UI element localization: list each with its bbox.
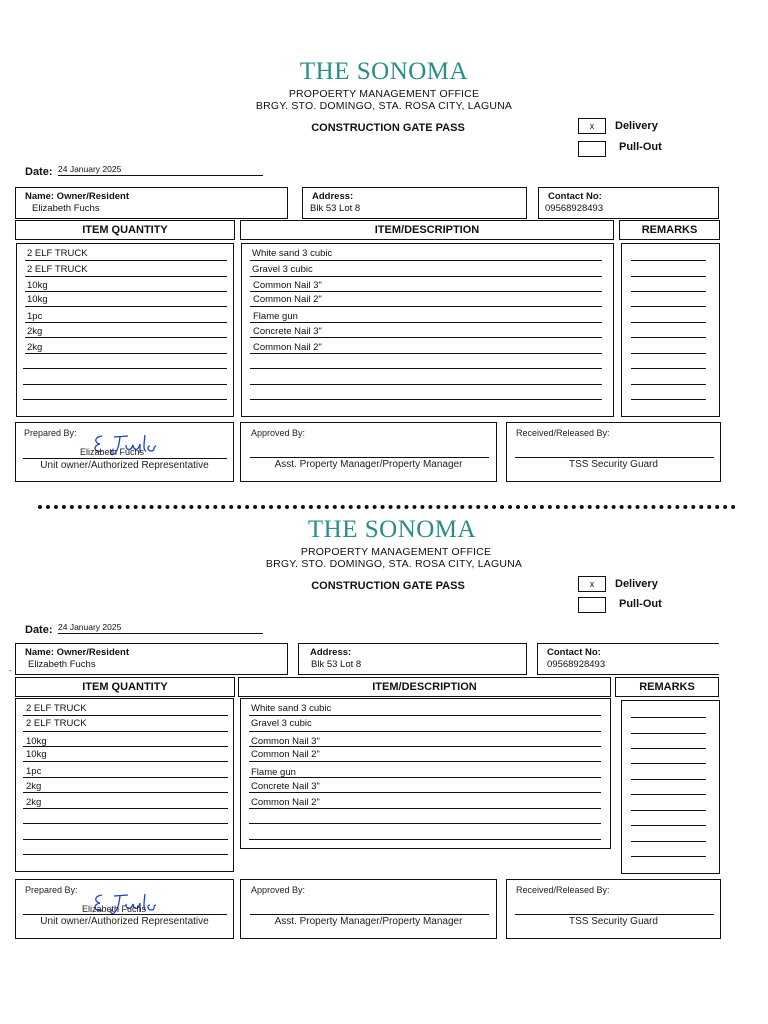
description-cell: Common Nail 2": [253, 342, 322, 353]
received-by-label: Received/Released By:: [516, 885, 610, 895]
row-line: [631, 717, 706, 718]
date-field[interactable]: 24 January 2025: [58, 164, 263, 176]
owner-label: Name: Owner/Resident: [25, 191, 129, 202]
gate-pass-copy: [0, 508, 768, 978]
row-line: [25, 306, 227, 307]
quantity-cell: 10kg: [26, 749, 47, 760]
address-field[interactable]: Blk 53 Lot 8: [311, 659, 362, 670]
quantity-cell: 2kg: [27, 326, 43, 337]
row-line: [25, 322, 227, 323]
row-line: [23, 854, 228, 855]
quantity-header-label: ITEM QUANTITY: [82, 681, 168, 693]
quantity-cell: 10kg: [27, 294, 48, 305]
address-label: Address:: [312, 191, 354, 202]
quantity-cell: 1pc: [26, 766, 42, 777]
logo: THE SONOMA: [299, 58, 469, 85]
delivery-label: Delivery: [615, 120, 658, 132]
approved-by-label: Approved By:: [251, 428, 306, 438]
description-cell: Common Nail 2": [253, 294, 322, 305]
row-line: [631, 763, 706, 764]
row-line: [631, 276, 706, 277]
row-line: [631, 841, 706, 842]
form-title: CONSTRUCTION GATE PASS: [311, 580, 465, 592]
quantity-column: [16, 243, 234, 417]
quantity-column: [15, 698, 234, 872]
row-line: [249, 746, 601, 747]
signature-line: [250, 914, 489, 915]
date-label: Date:: [25, 166, 53, 178]
row-line: [249, 715, 601, 716]
quantity-cell: 10kg: [26, 736, 47, 747]
signature-line: [515, 914, 714, 915]
approved-by-box: [240, 879, 497, 939]
approved-by-role: Asst. Property Manager/Property Manager: [274, 916, 463, 927]
row-line: [631, 748, 706, 749]
row-line: [250, 306, 602, 307]
prepared-by-role: Unit owner/Authorized Representative: [40, 460, 209, 471]
description-column: [240, 698, 611, 849]
contact-box: [538, 187, 719, 219]
row-line: [250, 276, 602, 277]
row-line: [631, 337, 706, 338]
office-address: BRGY. STO. DOMINGO, STA. ROSA CITY, LAGUNA: [255, 100, 513, 112]
row-line: [249, 792, 601, 793]
office-address: BRGY. STO. DOMINGO, STA. ROSA CITY, LAGUNA: [265, 558, 523, 570]
remarks-column: [621, 243, 720, 417]
address-field[interactable]: Blk 53 Lot 8: [310, 203, 361, 214]
quantity-header: [15, 677, 235, 697]
row-line: [23, 399, 227, 400]
row-line: [23, 839, 228, 840]
row-line: [631, 260, 706, 261]
row-line: [249, 731, 601, 732]
prepared-by-label: Prepared By:: [24, 428, 77, 438]
description-cell: Gravel 3 cubic: [251, 718, 312, 729]
description-header: [238, 677, 611, 697]
row-line: [631, 794, 706, 795]
row-line: [250, 337, 602, 338]
description-cell: Gravel 3 cubic: [252, 264, 313, 275]
date-label: Date:: [25, 624, 53, 636]
delivery-checkbox[interactable]: x: [578, 576, 606, 592]
quantity-cell: 10kg: [27, 280, 48, 291]
row-line: [250, 368, 602, 369]
received-by-label: Received/Released By:: [516, 428, 610, 438]
row-line: [631, 291, 706, 292]
description-cell: Common Nail 2": [251, 797, 320, 808]
pullout-label: Pull-Out: [619, 141, 662, 153]
description-cell: Flame gun: [253, 311, 298, 322]
contact-box: [537, 643, 719, 675]
row-line: [250, 260, 602, 261]
description-header-label: ITEM/DESCRIPTION: [374, 224, 480, 236]
row-line: [23, 792, 228, 793]
row-line: [25, 337, 227, 338]
form-title: CONSTRUCTION GATE PASS: [311, 122, 465, 134]
date-field[interactable]: 24 January 2025: [58, 622, 263, 634]
row-line: [23, 731, 228, 732]
signature-line: [23, 458, 227, 459]
row-line: [249, 777, 601, 778]
description-cell: Common Nail 3": [253, 280, 322, 291]
row-line: [25, 353, 227, 354]
signature-line: [23, 914, 227, 915]
row-line: [631, 384, 706, 385]
row-line: [250, 291, 602, 292]
received-by-role: TSS Security Guard: [569, 916, 658, 927]
address-label: Address:: [310, 647, 352, 658]
description-cell: White sand 3 cubic: [252, 248, 333, 259]
row-line: [25, 260, 227, 261]
approved-by-label: Approved By:: [251, 885, 306, 895]
received-by-box: [506, 422, 721, 482]
prepared-by-box: [15, 879, 234, 939]
row-line: [250, 353, 602, 354]
quantity-cell: 2 ELF TRUCK: [26, 703, 87, 714]
row-line: [631, 353, 706, 354]
row-line: [249, 823, 601, 824]
row-line: [250, 399, 602, 400]
row-line: [23, 384, 227, 385]
row-line: [631, 856, 706, 857]
quantity-cell: 2kg: [27, 342, 43, 353]
pullout-checkbox[interactable]: [578, 141, 606, 157]
description-cell: Common Nail 3": [251, 736, 320, 747]
address-box: [302, 187, 527, 219]
owner-box: [15, 643, 288, 675]
row-line: [631, 322, 706, 323]
description-cell: Concrete Nail 3": [253, 326, 322, 337]
quantity-header: [15, 220, 235, 240]
description-cell: Concrete Nail 3": [251, 781, 320, 792]
contact-label: Contact No:: [548, 191, 602, 202]
quantity-cell: 2 ELF TRUCK: [27, 264, 88, 275]
remarks-header-label: REMARKS: [641, 224, 698, 236]
office-name: PROPOERTY MANAGEMENT OFFICE: [300, 546, 492, 558]
signature-line: [250, 457, 489, 458]
quantity-cell: 2 ELF TRUCK: [26, 718, 87, 729]
pullout-checkbox[interactable]: [578, 597, 606, 613]
prepared-by-name: Elizabeth Fuchs: [80, 447, 145, 457]
delivery-label: Delivery: [615, 578, 658, 590]
row-line: [631, 306, 706, 307]
row-line: [23, 368, 227, 369]
row-line: [631, 825, 706, 826]
row-line: [249, 761, 601, 762]
row-line: [631, 779, 706, 780]
row-line: [631, 810, 706, 811]
approved-by-box: [240, 422, 497, 482]
row-line: [631, 368, 706, 369]
prepared-by-name: Elizabeth Fuchs: [82, 904, 147, 914]
row-line: [23, 777, 228, 778]
row-line: [23, 761, 228, 762]
row-line: [23, 715, 228, 716]
stray-mark: -: [9, 666, 12, 675]
gate-pass-original: [0, 50, 768, 520]
row-line: [249, 808, 601, 809]
description-cell: Flame gun: [251, 767, 296, 778]
owner-label: Name: Owner/Resident: [25, 647, 129, 658]
quantity-cell: 2kg: [26, 781, 42, 792]
contact-label: Contact No:: [547, 647, 601, 658]
row-line: [250, 322, 602, 323]
logo: THE SONOMA: [307, 516, 477, 543]
remarks-column: [621, 700, 720, 874]
prepared-by-role: Unit owner/Authorized Representative: [40, 916, 209, 927]
row-line: [25, 276, 227, 277]
row-line: [249, 839, 601, 840]
description-column: [241, 243, 614, 417]
row-line: [23, 808, 228, 809]
description-header-label: ITEM/DESCRIPTION: [372, 681, 477, 693]
remarks-header-label: REMARKS: [639, 681, 695, 693]
office-name: PROPOERTY MANAGEMENT OFFICE: [288, 88, 480, 100]
prepared-by-box: [15, 422, 234, 482]
received-by-role: TSS Security Guard: [569, 459, 658, 470]
address-box: [298, 643, 527, 675]
delivery-checkbox[interactable]: x: [578, 118, 606, 134]
owner-box: [15, 187, 288, 219]
description-header: [240, 220, 614, 240]
contact-field[interactable]: 09568928493: [547, 659, 606, 670]
row-line: [23, 823, 228, 824]
row-line: [631, 399, 706, 400]
description-cell: Common Nail 2": [251, 749, 320, 760]
received-by-box: [506, 879, 721, 939]
owner-field[interactable]: Elizabeth Fuchs: [32, 203, 100, 214]
approved-by-role: Asst. Property Manager/Property Manager: [274, 459, 463, 470]
remarks-header: [619, 220, 720, 240]
quantity-cell: 2kg: [26, 797, 42, 808]
quantity-cell: 2 ELF TRUCK: [27, 248, 88, 259]
remarks-header: [615, 677, 719, 697]
pullout-label: Pull-Out: [619, 598, 662, 610]
quantity-cell: 1pc: [27, 311, 43, 322]
signature-line: [515, 457, 714, 458]
row-line: [23, 746, 228, 747]
description-cell: White sand 3 cubic: [251, 703, 332, 714]
quantity-header-label: ITEM QUANTITY: [82, 224, 168, 236]
prepared-by-label: Prepared By:: [25, 885, 78, 895]
row-line: [631, 733, 706, 734]
row-line: [250, 384, 602, 385]
row-line: [25, 291, 227, 292]
owner-field[interactable]: Elizabeth Fuchs: [28, 659, 96, 670]
contact-field[interactable]: 09568928493: [545, 203, 604, 214]
